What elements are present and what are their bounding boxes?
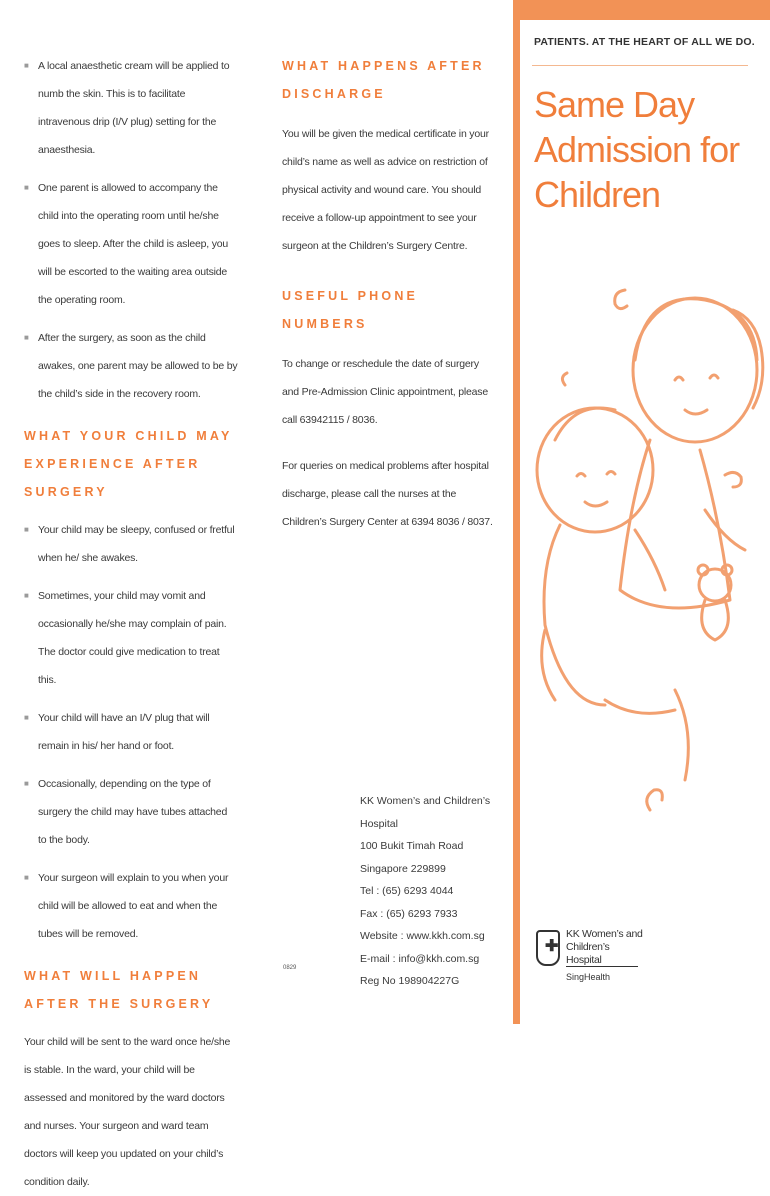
- hospital-address: [360, 790, 510, 993]
- bullet-icon: ■: [24, 873, 29, 882]
- bullet-icon: ■: [24, 779, 29, 788]
- phone-text-reschedule: To change or reschedule the date of surgery and Pre-Admission Clinic appointment, please call 63942115 / 8036.: [282, 358, 488, 426]
- hospital-crest-icon: [536, 930, 560, 966]
- address-line: Website : www.kkh.com.sg: [360, 930, 485, 942]
- print-code: 0829: [283, 965, 297, 971]
- bullet-icon: ■: [24, 591, 29, 600]
- tagline: PATIENTS. AT THE HEART OF ALL WE DO.: [534, 36, 755, 48]
- page-title: Same Day Admission for Children: [534, 84, 740, 215]
- hospital-logo: [536, 928, 646, 990]
- address-line: E-mail : info@kkh.com.sg: [360, 952, 480, 965]
- list-item: ■ Occasionally, depending on the type of surgery the child may have tubes attached to the body.: [24, 770, 238, 854]
- list-item: ■ A local anaesthetic cream will be applied to numb the skin. This is to facilitate intravenous drip (I/V plug) setting for the anaesthesia.: [24, 52, 238, 164]
- divider: [566, 966, 638, 967]
- heading-discharge: WHAT HAPPENS AFTER DISCHARGE: [282, 59, 485, 101]
- children-illustration-icon: [525, 270, 770, 830]
- logo-name: KK Women’s and Children’s Hospital: [566, 928, 643, 966]
- heading-after-surgery: WHAT WILL HAPPEN AFTER THE SURGERY: [24, 969, 214, 1011]
- list-item: ■ Your child may be sleepy, confused or fretful when he/ she awakes.: [24, 516, 238, 572]
- divider: [532, 65, 748, 66]
- address-line: Fax : (65) 6293 7933: [360, 907, 458, 920]
- address-line: Singapore 229899: [360, 862, 446, 875]
- heading-phone: USEFUL PHONE NUMBERS: [282, 289, 419, 331]
- discharge-text: You will be given the medical certificate in your child’s name as well as advice on restriction of physical activity and wound care. You should receive a follow-up appointment to see your surgeon at the Children’s Surgery Centre.: [282, 128, 489, 252]
- after-surgery-text: Your child will be sent to the ward once he/she is stable. In the ward, your child will be assessed and monitored by the ward doctors and nurses. Your surgeon and ward team doctors will keep you updated on your child’s condition daily.: [24, 1036, 231, 1188]
- left-column: [24, 52, 238, 1196]
- bullet-icon: ■: [24, 333, 29, 342]
- bullet-icon: ■: [24, 525, 29, 534]
- cross-icon: ✚: [545, 938, 559, 955]
- bullet-icon: ■: [24, 713, 29, 722]
- list-item: ■ Your child will have an I/V plug that will remain in his/ her hand or foot.: [24, 704, 238, 760]
- list-item: ■ Sometimes, your child may vomit and occasionally he/she may complain of pain. The doctor could give medication to treat this.: [24, 582, 238, 694]
- list-item: ■ One parent is allowed to accompany the child into the operating room until he/she goes to sleep. After the child is asleep, you will be escorted to the waiting area outside the operating room.: [24, 174, 238, 314]
- address-line: Tel : (65) 6293 4044: [360, 885, 454, 897]
- list-item: ■ After the surgery, as soon as the child awakes, one parent may be allowed to be by the child’s side in the recovery room.: [24, 324, 238, 408]
- list-item: ■ Your surgeon will explain to you when your child will be allowed to eat and when the tubes will be removed.: [24, 864, 238, 948]
- heading-experience: WHAT YOUR CHILD MAY EXPERIENCE AFTER SURGERY: [24, 429, 233, 499]
- bullet-icon: ■: [24, 61, 29, 70]
- phone-text-queries: For queries on medical problems after hospital discharge, please call the nurses at the Children’s Surgery Center at 6394 8036 / 8037.: [282, 460, 493, 528]
- bullet-icon: ■: [24, 183, 29, 192]
- address-line: KK Women’s and Children’s Hospital: [360, 795, 491, 830]
- logo-subtitle: SingHealth: [566, 972, 611, 982]
- middle-column: [282, 52, 494, 536]
- address-line: Reg No 198904227G: [360, 975, 460, 987]
- address-line: 100 Bukit Timah Road: [360, 840, 464, 852]
